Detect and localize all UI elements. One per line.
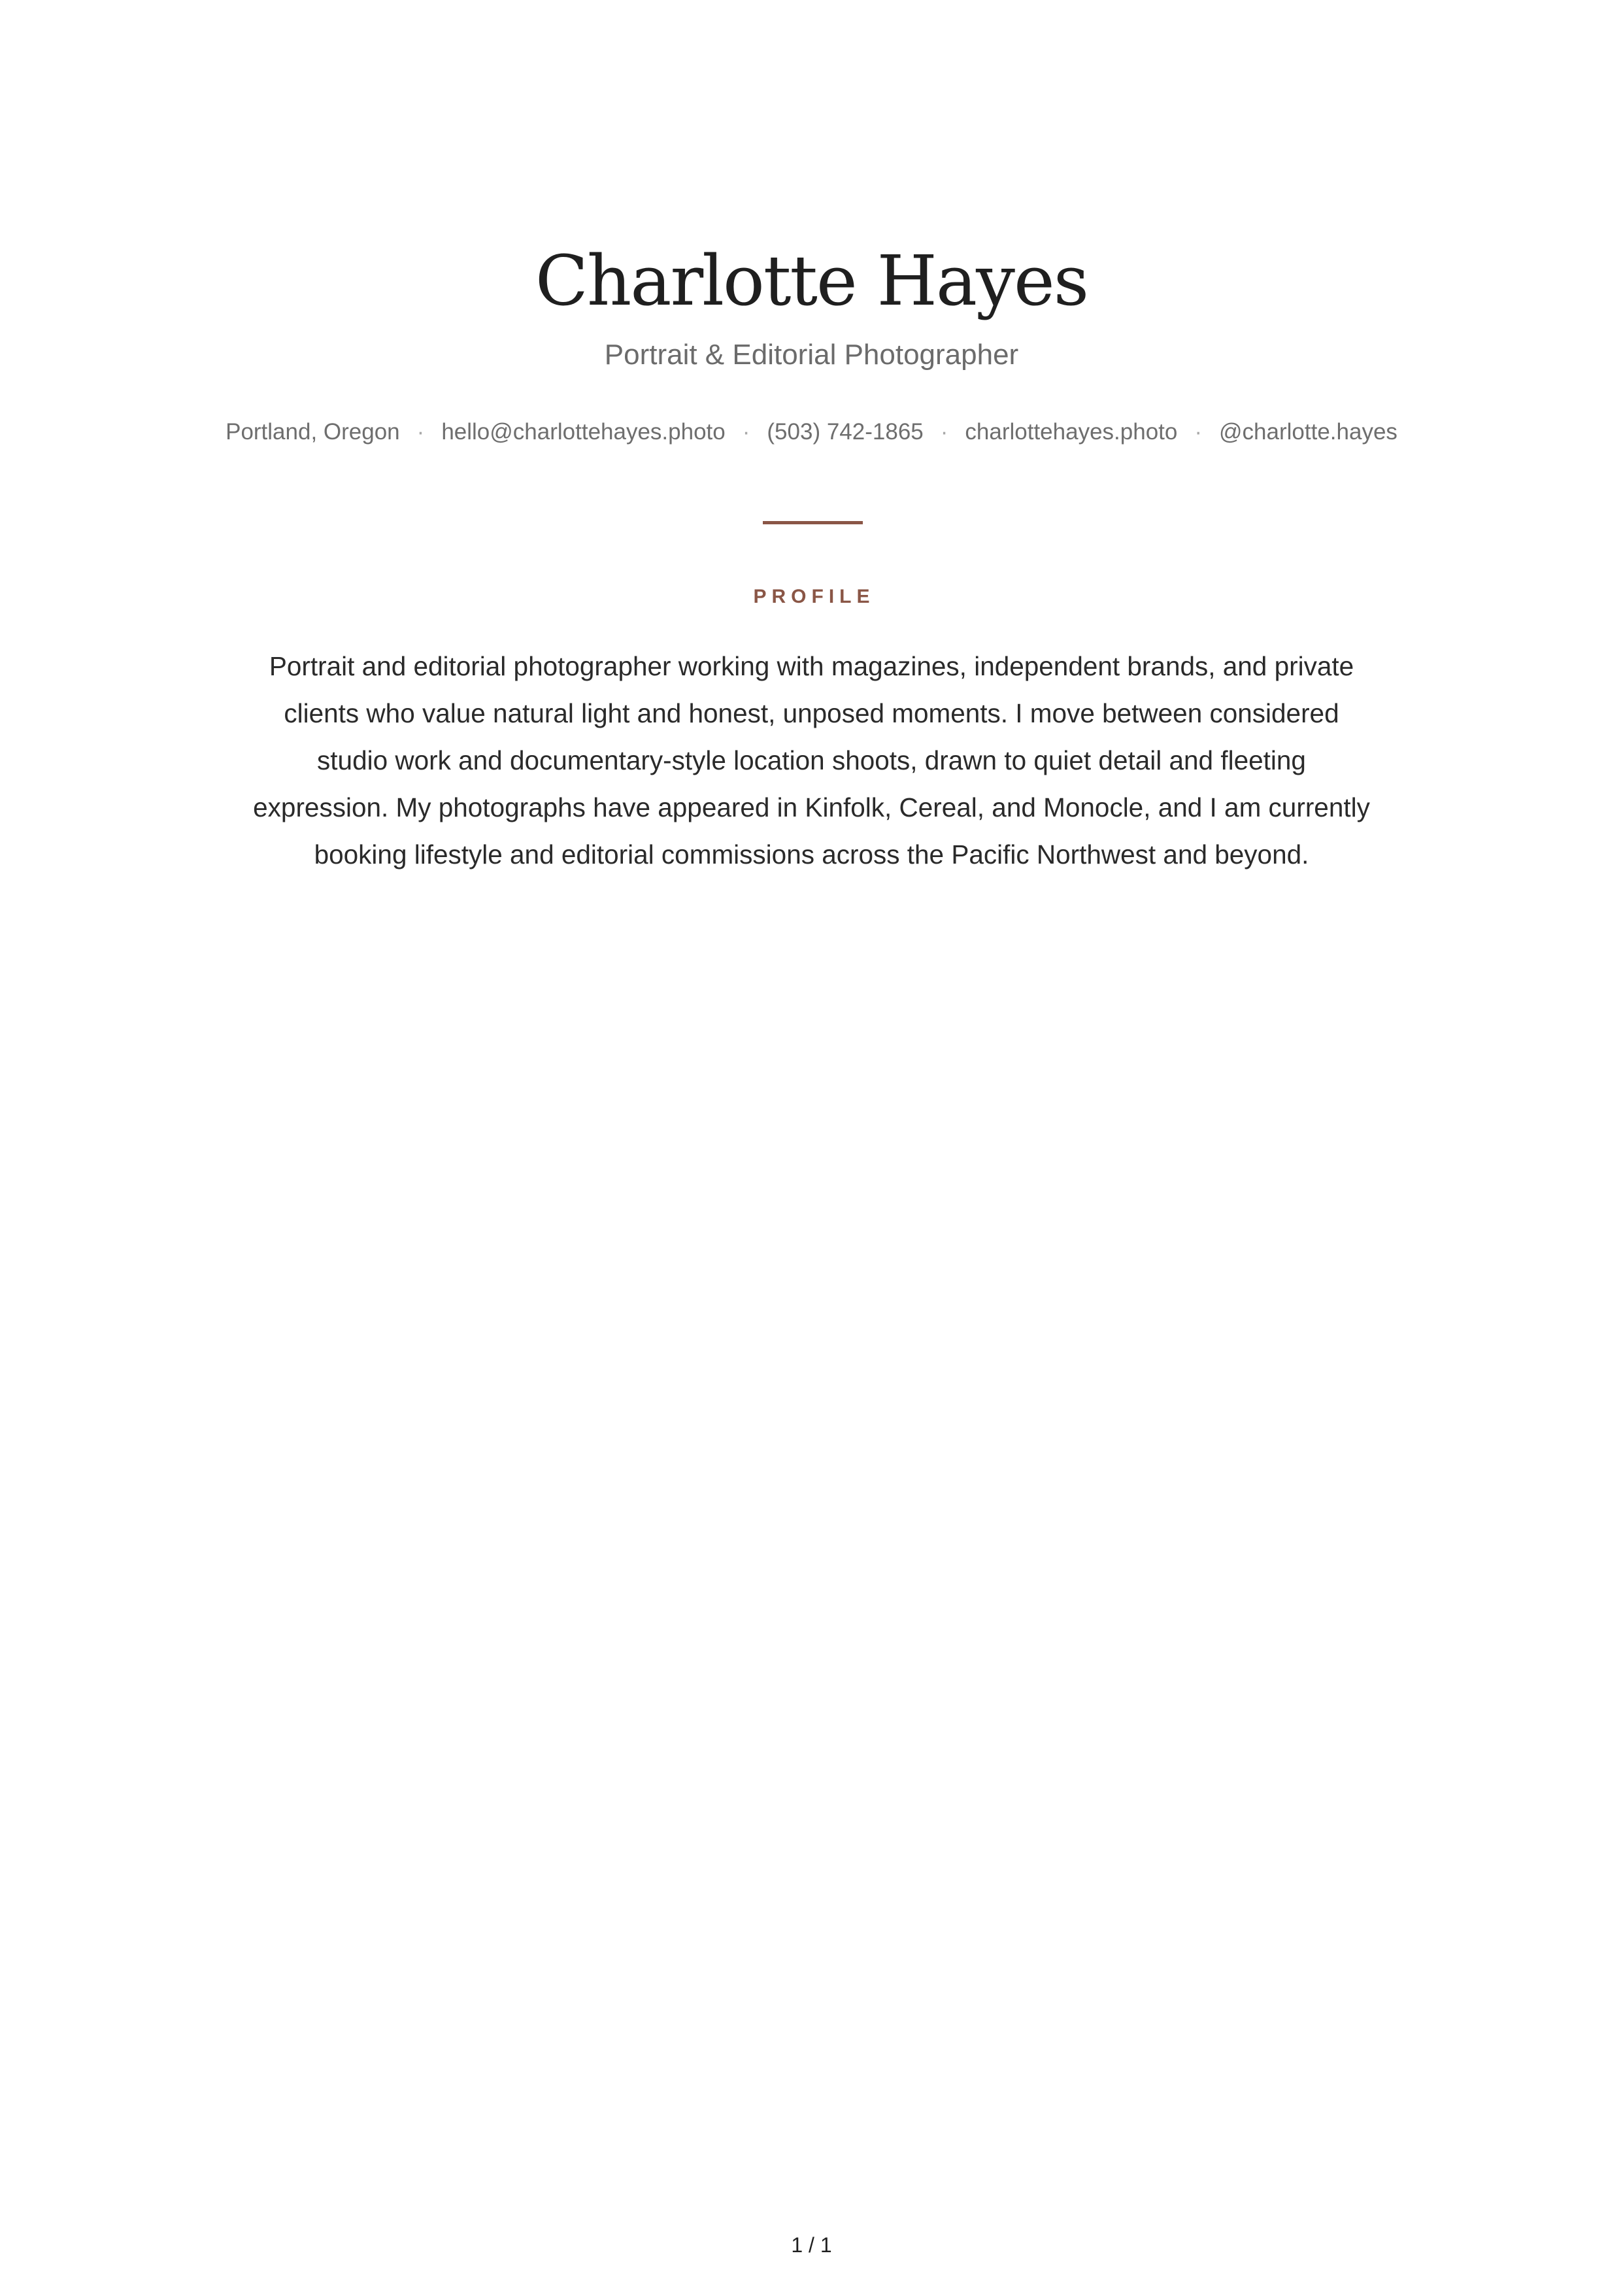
contact-separator: · — [940, 419, 948, 445]
candidate-name: Charlotte Hayes — [535, 241, 1088, 321]
header-divider — [763, 521, 863, 524]
contact-separator: · — [416, 419, 425, 445]
contact-email[interactable]: hello@charlottehayes.photo — [441, 419, 726, 445]
page-number: 1 / 1 — [791, 2233, 832, 2257]
contact-line — [0, 414, 1623, 450]
profile-summary: Portrait and editorial photographer working with magazines, independent brands, and private clients who value natural light and honest, unposed moments. I move between considered studio work and documentary-style location shoots, drawn to quiet detail and fleeting expression. My photographs have appeared in Kinfolk, Cereal, and Monocle, and I am currently booking lifestyle and editorial commissions across the Pacific Northwest and beyond. — [253, 651, 1370, 869]
contact-separator: · — [1194, 419, 1203, 445]
contact-social[interactable]: @charlotte.hayes — [1219, 419, 1397, 445]
contact-website[interactable]: charlottehayes.photo — [965, 419, 1178, 445]
contact-phone[interactable]: (503) 742-1865 — [767, 419, 924, 445]
candidate-headline: Portrait & Editorial Photographer — [604, 339, 1019, 371]
contact-separator: · — [742, 419, 750, 445]
profile-section-title: PROFILE — [753, 586, 875, 607]
contact-location: Portland, Oregon — [226, 419, 400, 445]
